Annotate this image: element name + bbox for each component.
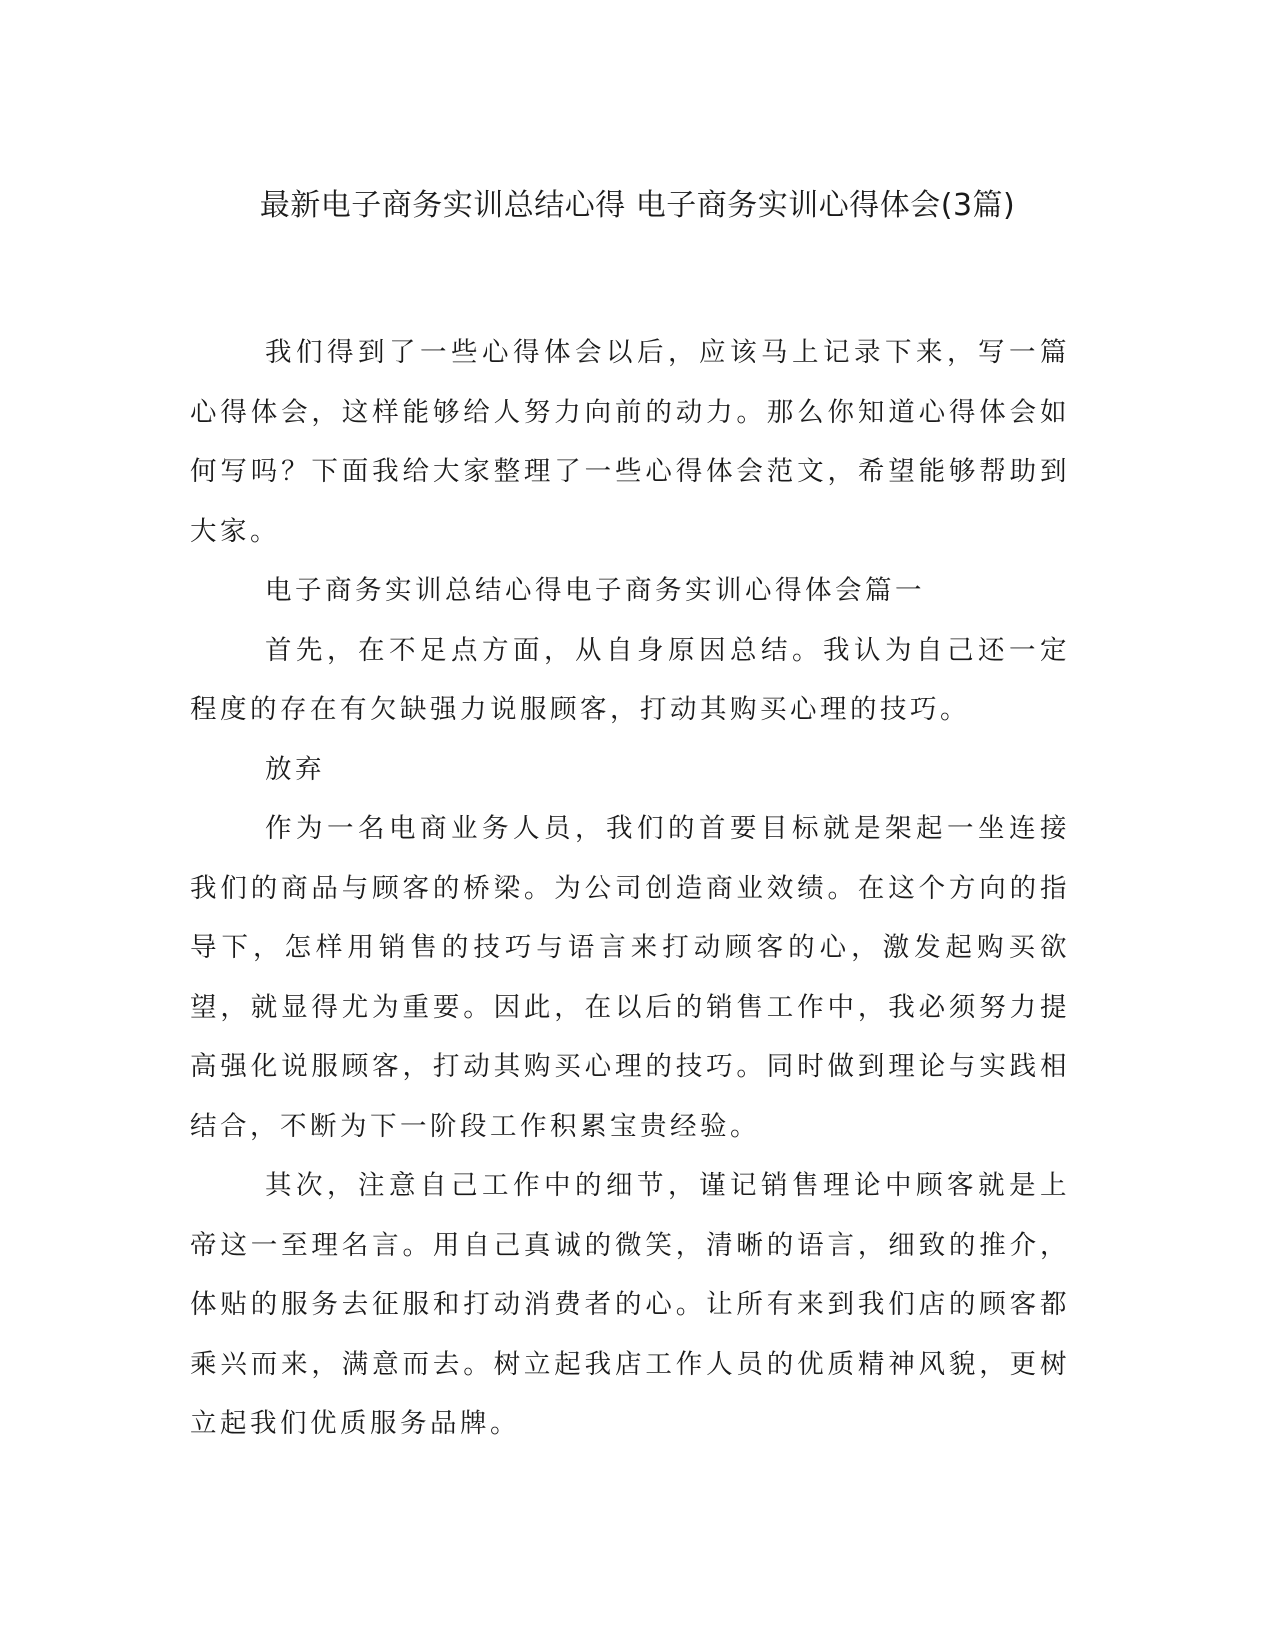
body-paragraph: 作为一名电商业务人员，我们的首要目标就是架起一坐连接我们的商品与顾客的桥梁。为公司创造商业效绩。在这个方向的指导下，怎样用销售的技巧与语言来打动顾客的心，激发起购买欲望，就显得尤为重要。因此，在以后的销售工作中，我必须努力提高强化说服顾客，打动其购买心理的技巧。同时做到理论与实践相结合，不断为下一阶段工作积累宝贵经验。 [190, 813, 1070, 1142]
section-heading: 电子商务实训总结心得电子商务实训心得体会篇一 [265, 575, 925, 606]
subheading: 放弃 [265, 753, 325, 785]
document-title: 最新电子商务实训总结心得 电子商务实训心得体会(3篇) [259, 188, 1016, 223]
body-paragraph: 其次，注意自己工作中的细节，谨记销售理论中顾客就是上帝这一至理名言。用自己真诚的微笑，清晰的语言，细致的推介，体贴的服务去征服和打动消费者的心。让所有来到我们店的顾客都乘兴而来，满意而去。树立起我店工作人员的优质精神风貌，更树立起我们优质服务品牌。 [190, 1170, 1070, 1439]
document-body [190, 323, 1070, 1454]
intro-paragraph: 我们得到了一些心得体会以后，应该马上记录下来，写一篇心得体会，这样能够给人努力向前的动力。那么你知道心得体会如何写吗？下面我给大家整理了一些心得体会范文，希望能够帮助到大家。 [190, 337, 1070, 547]
body-paragraph: 首先，在不足点方面，从自身原因总结。我认为自己还一定程度的存在有欠缺强力说服顾客，打动其购买心理的技巧。 [190, 634, 1070, 725]
